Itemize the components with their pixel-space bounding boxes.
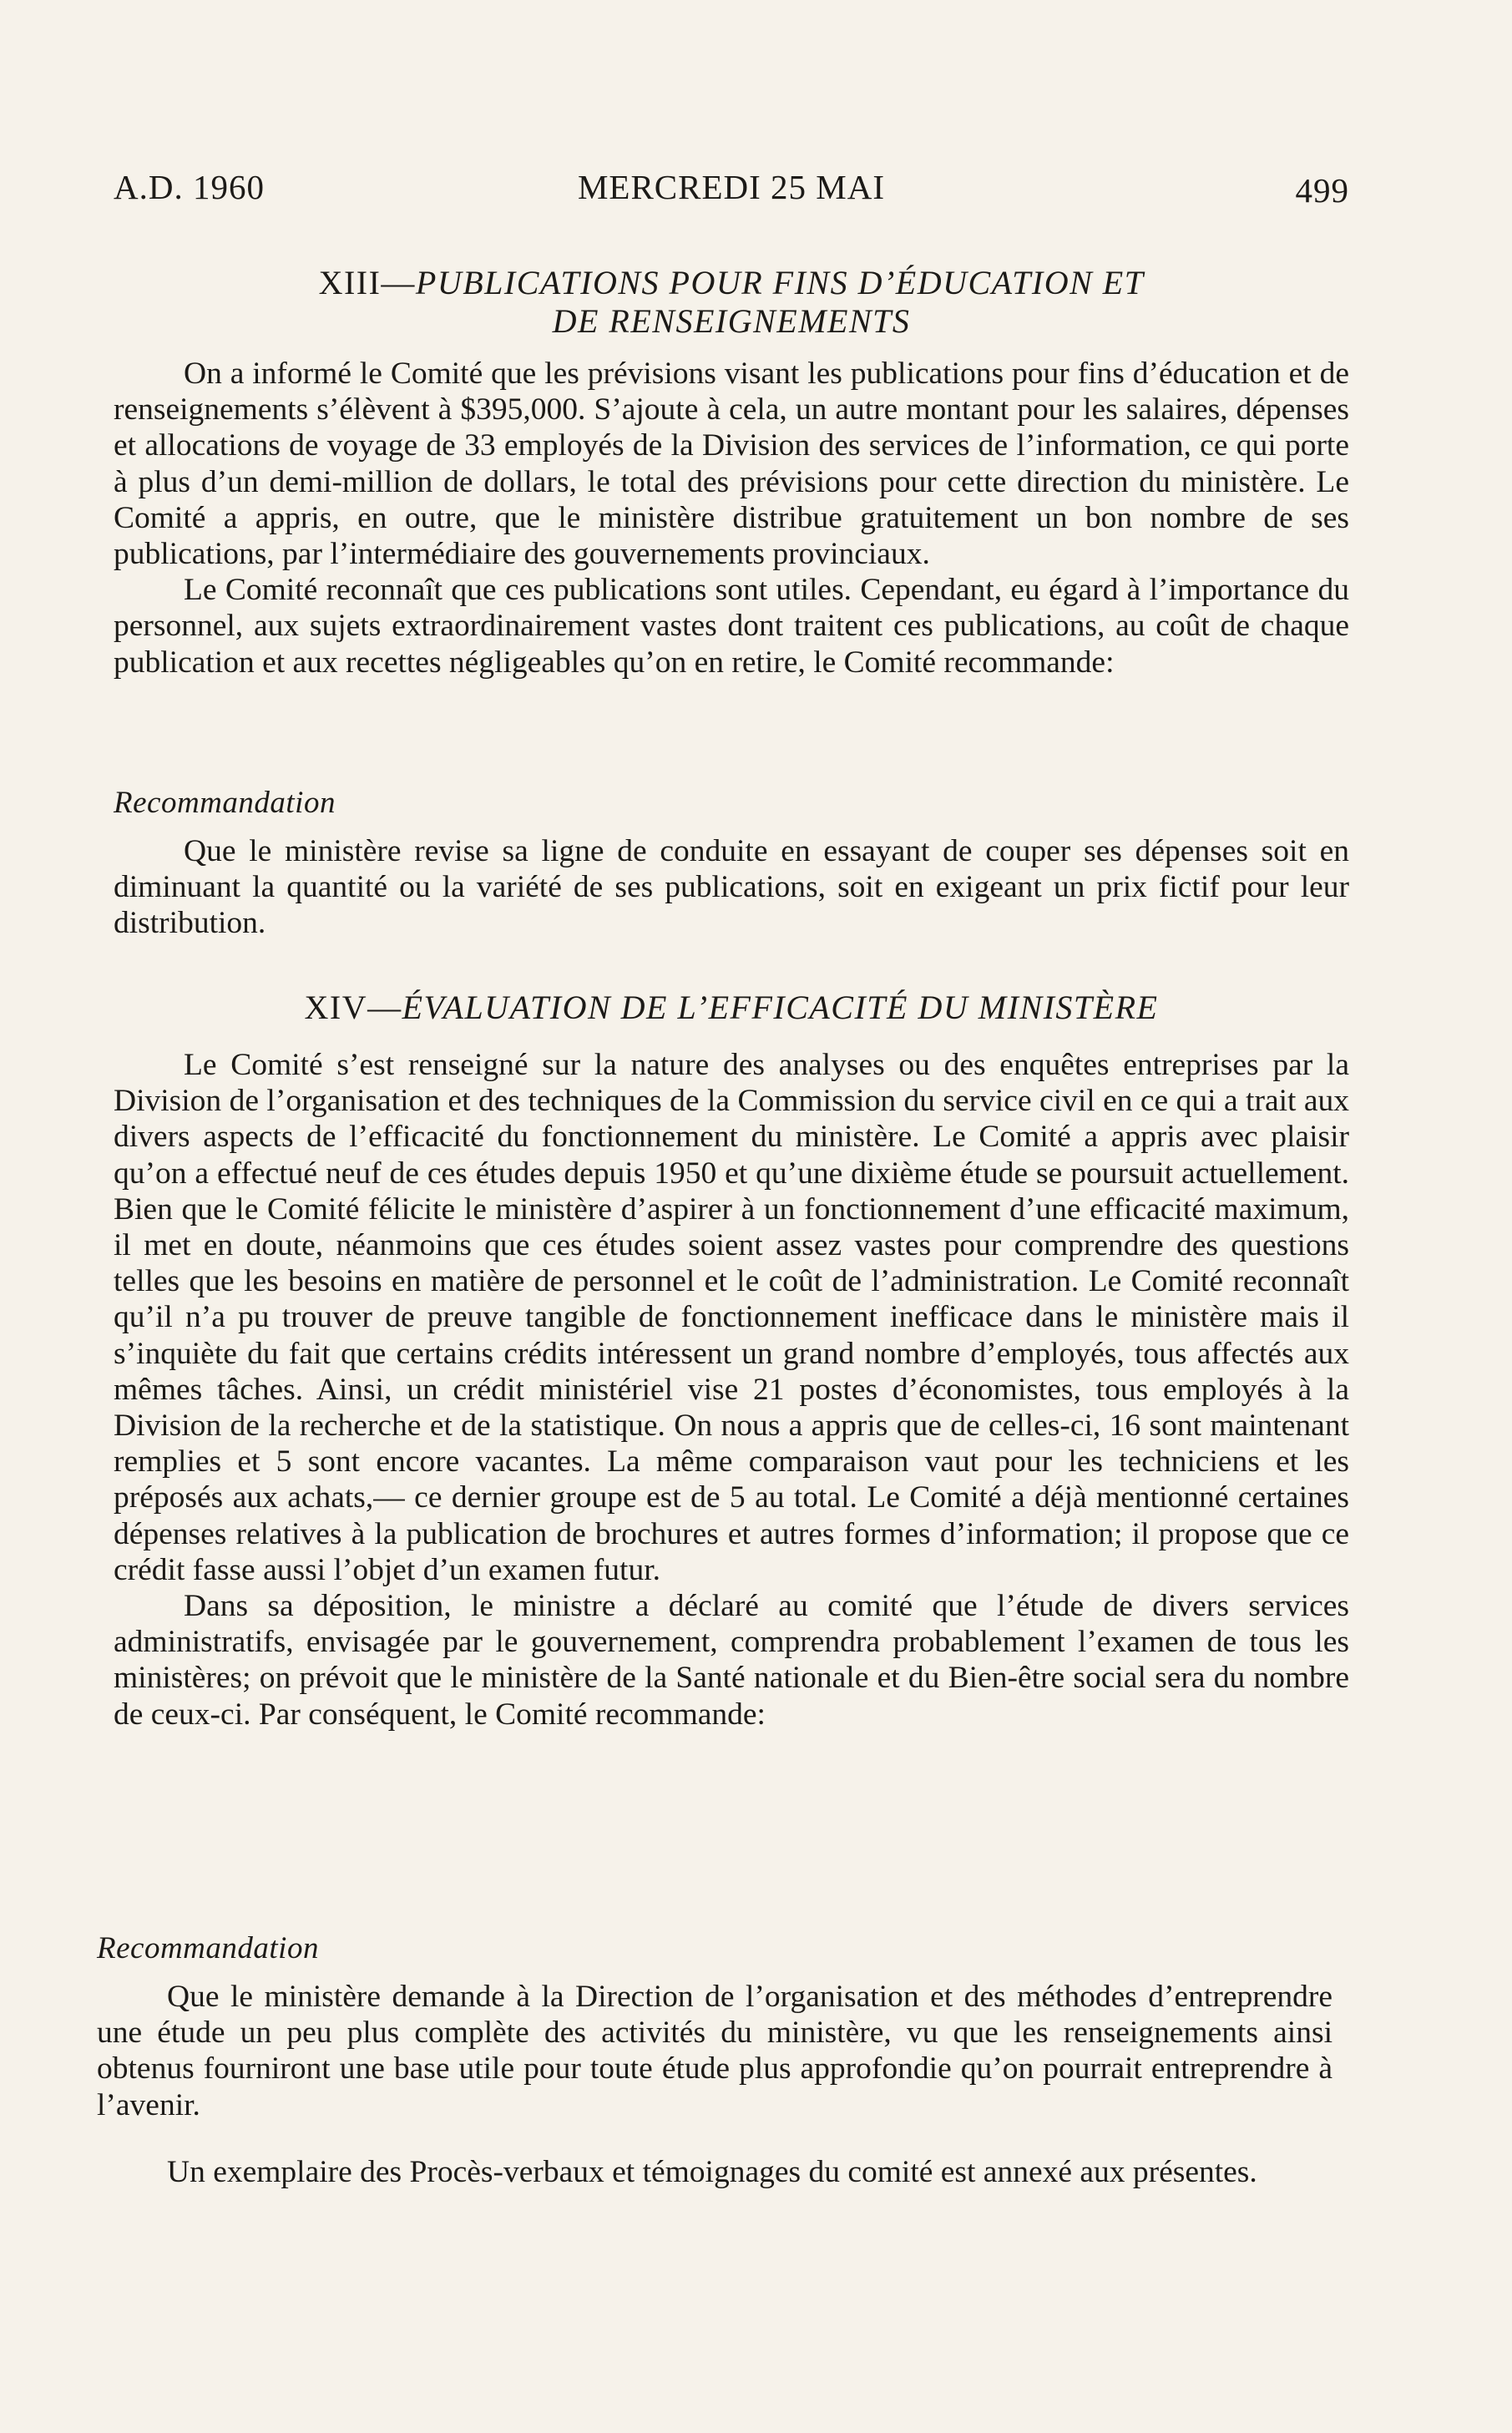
section-13-title [114,264,1349,341]
section-14-title-text: ÉVALUATION DE L’EFFICACITÉ DU MINISTÈRE [402,989,1159,1026]
section-14-body [114,1047,1349,1732]
page-number: 499 [1295,171,1349,210]
closing-note-text: Un exemplaire des Procès-verbaux et témoignages du comité est annexé aux présentes. [167,2155,1257,2189]
section-13-recommendation-text: Que le ministère revise sa ligne de conduite en essayant de couper ses dépenses soit en diminuant la quantité ou la variété de ses publications, soit en exigeant un prix fictif pour leur distribution. [114,834,1349,941]
section-13-paragraph-1: On a informé le Comité que les prévisions visant les publications pour fins d’éducation et de renseignements s’élèvent à $395,000. S’ajoute à cela, un autre montant pour les salaires, dépenses et allocations de voyage de 33 employés de la Division des services de l’information, ce qui porte à plus d’un demi-million de dollars, le total des prévisions pour cette direction du ministère. Le Comité a appris, en outre, que le ministère distribue gratuitement un bon nombre de ses publications, par l’intermédiaire des gouvernements provinciaux. [114,357,1349,572]
section-13-paragraph-2: Le Comité reconnaît que ces publications sont utiles. Cependant, eu égard à l’importance du personnel, aux sujets extraordinairement vastes dont traitent ces publications, au coût de chaque publication et aux recettes négligeables qu’on en retire, le Comité recommande: [114,573,1349,680]
section-13-title-line2: DE RENSEIGNEMENTS [552,302,911,340]
header-year: A.D. 1960 [114,168,265,206]
section-13-body [114,356,1349,680]
section-14-numeral: XIV— [304,989,402,1026]
closing-note [97,2154,1332,2190]
section-14-paragraph-2: Dans sa déposition, le ministre a déclaré au comité que l’étude de divers services administratifs, envisagée par le gouvernement, comprendra probablement l’examen de tous les ministères; on prévoit que le ministère de la Santé nationale et du Bien-être social sera du nombre de ceux-ci. Par conséquent, le Comité recommande: [114,1589,1349,1732]
section-14-recommendation [97,1979,1332,2123]
section-14-recommendation-text: Que le ministère demande à la Direction de l’organisation et des méthodes d’entreprendre une étude un peu plus complète des activités du ministère, vu que les renseignements ainsi obtenus fourniront une base utile pour toute étude plus approfondie qu’on pourrait entreprendre à l’avenir. [97,1980,1332,2122]
section-13-recommendation-heading: Recommandation [114,786,336,820]
section-14-title [114,989,1349,1027]
section-13-title-line1 [114,264,1349,302]
section-14-recommendation-heading: Recommandation [97,1931,319,1965]
header-date: MERCREDI 25 MAI [577,168,886,206]
page-header [114,167,1349,217]
section-13-numeral: XIII— [318,264,416,301]
section-13-recommendation [114,833,1349,942]
section-13-title-text1: PUBLICATIONS POUR FINS D’ÉDUCATION ET [415,264,1145,301]
section-14-paragraph-1: Le Comité s’est renseigné sur la nature des analyses ou des enquêtes entreprises par la Division de l’organisation et des techniques de la Commission du service civil en ce qui a trait aux divers aspects de l’efficacité du fonctionnement du ministère. Le Comité a appris avec plaisir qu’on a effectué neuf de ces études depuis 1950 et qu’une dixième étude se poursuit actuellement. Bien que le Comité félicite le ministère d’aspirer à un fonctionnement d’une efficacité maximum, il met en doute, néanmoins que ces études soient assez vastes pour comprendre des questions telles que les besoins en matière de personnel et le coût de l’administration. Le Comité reconnaît qu’il n’a pu trouver de preuve tangible de fonctionnement inefficace dans le ministère mais il s’inquiète du fait que certains crédits intéressent un grand nombre d’employés, tous affectés aux mêmes tâches. Ainsi, un crédit ministériel vise 21 postes d’économistes, tous employés à la Division de la recherche et de la statistique. On nous a appris que de celles-ci, 16 sont maintenant remplies et 5 sont encore vacantes. La même comparaison vaut pour les techniciens et les préposés aux achats,— ce dernier groupe est de 5 au total. Le Comité a déjà mentionné certaines dépenses relatives à la publication de brochures et autres formes d’information; il propose que ce crédit fasse aussi l’objet d’un examen futur. [114,1048,1349,1587]
